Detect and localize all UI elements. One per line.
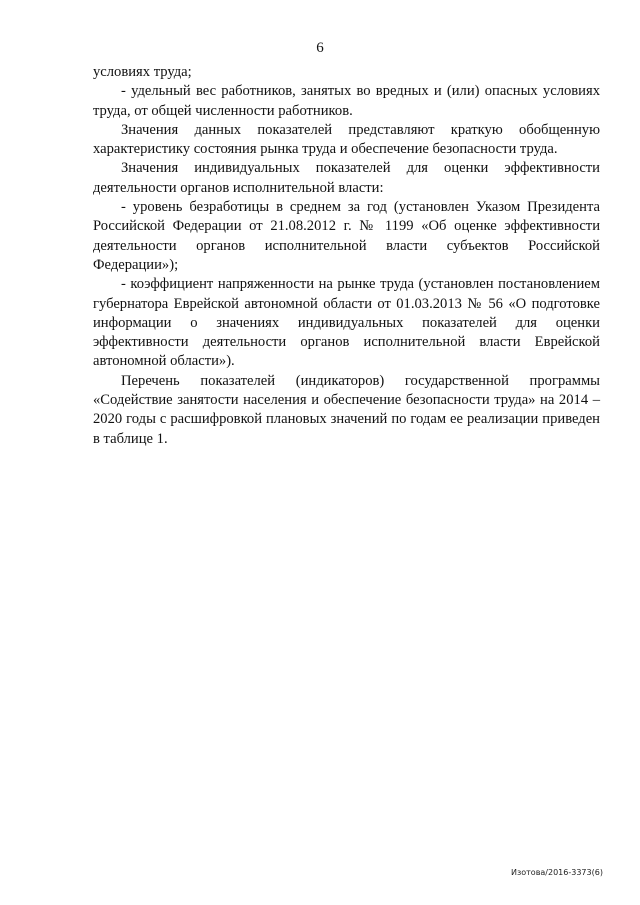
paragraph-hazardous-share: - удельный вес работников, занятых во вредных и (или) опасных условиях труда, от общей численности работников. xyxy=(93,83,600,119)
paragraph-working-conditions: условиях труда; xyxy=(93,64,192,80)
footer-document-mark: Изотова/2016-3373(6) xyxy=(511,868,603,877)
document-body xyxy=(93,63,600,449)
page-number: 6 xyxy=(316,40,324,56)
paragraph-individual-indicators: Значения индивидуальных показателей для оценки эффективности деятельности органов исполнительной власти: xyxy=(93,160,600,196)
paragraph-program-indicators: Перечень показателей (индикаторов) государственной программы «Содействие занятости населения и обеспечение безопасности труда» на 2014 – 2020 годы с расшифровкой плановых значений по годам ее реализации приведен в таблице 1. xyxy=(93,372,600,447)
paragraph-tension-coefficient: - коэффициент напряженности на рынке труда (установлен постановлением губернатора Еврейской автономной области от 01.03.2013 № 56 «О подготовке информации о значениях индивидуальных показателей для оценки эффективности деятельности органов исполнительной власти Еврейской автономной области»). xyxy=(93,276,600,370)
paragraph-indicators-summary: Значения данных показателей представляют краткую обобщенную характеристику состояния рынка труда и обеспечение безопасности труда. xyxy=(93,121,600,158)
paragraph-unemployment-rate: - уровень безработицы в среднем за год (установлен Указом Президента Российской Федерации от 21.08.2012 г. № 1199 «Об оценке эффективности деятельности органов исполнительной власти субъектов Российской Федерации»); xyxy=(93,199,600,273)
